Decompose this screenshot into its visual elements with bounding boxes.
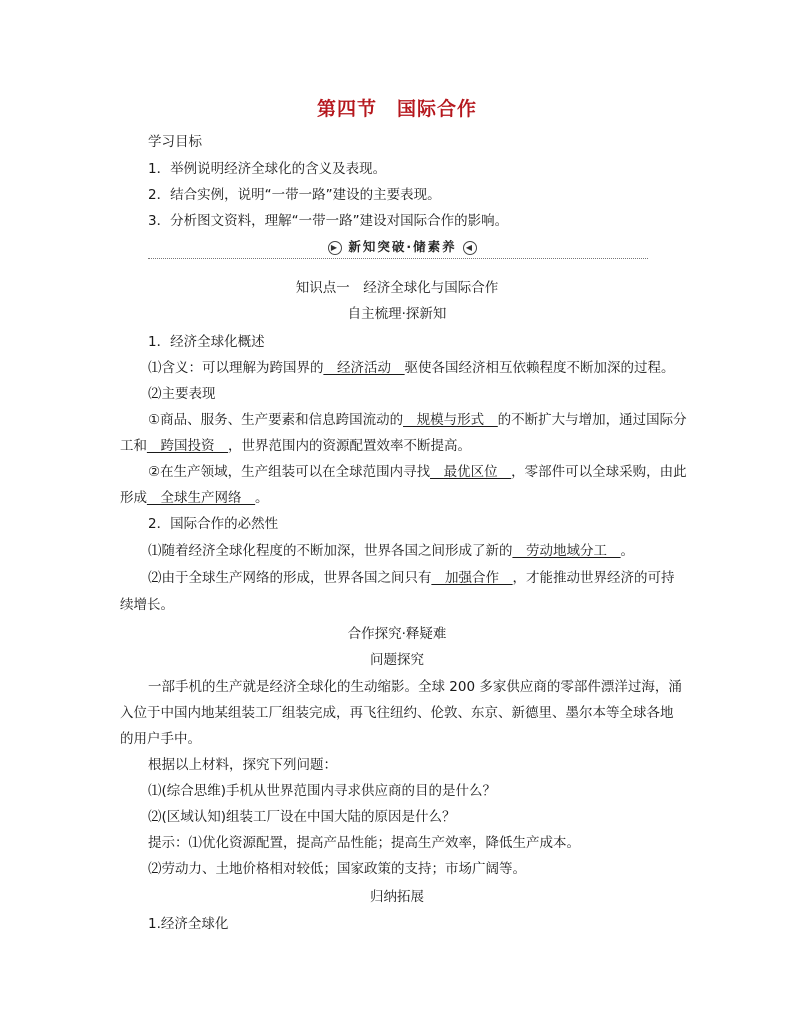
paragraph-line: ⑴随着经济全球化程度的不断加深，世界各国之间形成了新的__劳动地域分工__。 <box>148 543 634 559</box>
paragraph-line: ⑵主要表现 <box>148 386 216 402</box>
paragraph-line: 形成__全球生产网络__。 <box>120 490 269 506</box>
question-line: ⑴(综合思维)手机从世界范围内寻求供应商的目的是什么？ <box>148 783 497 799</box>
fill-blank-answer: __全球生产网络__ <box>147 490 255 506</box>
paragraph-line: 工和__跨国投资__，世界范围内的资源配置效率不断提高。 <box>120 438 471 454</box>
fill-blank-answer: __经济活动__ <box>323 360 405 376</box>
knowledge-point-heading: 知识点一 经济全球化与国际合作 <box>295 280 499 296</box>
paragraph-line: 根据以上材料，探究下列问题： <box>148 757 337 773</box>
paragraph-line: 的用户手中。 <box>120 731 201 747</box>
question-line: ⑵(区域认知)组装工厂设在中国大陆的原因是什么？ <box>148 809 456 825</box>
fill-blank-answer: __规模与形式__ <box>403 412 498 428</box>
goal-item: 2．结合实例，说明“一带一路”建设的主要表现。 <box>148 187 441 203</box>
answer-line: ⑵劳动力、土地价格相对较低；国家政策的支持；市场广阔等。 <box>148 861 526 877</box>
goals-heading: 学习目标 <box>148 134 202 150</box>
fill-blank-answer: __最优区位__ <box>430 464 512 480</box>
banner-box <box>328 238 475 256</box>
paragraph-line: ⑵由于全球生产网络的形成，世界各国之间只有__加强合作__，才能推动世界经济的可持 <box>148 570 675 586</box>
subsection-heading: 自主梳理·探新知 <box>347 306 447 322</box>
arrow-left-icon: ◀ <box>463 241 477 255</box>
subsection-heading: 合作探究·释疑难 <box>347 626 447 642</box>
paragraph-line: 入位于中国内地某组装工厂组装完成，再飞往纽约、伦敦、东京、新德里、墨尔本等全球各地 <box>120 705 674 721</box>
paragraph-line: 续增长。 <box>120 597 174 613</box>
arrow-right-icon: ▶ <box>328 241 342 255</box>
fill-blank-answer: __劳动地域分工__ <box>512 543 621 559</box>
section-banner <box>148 238 648 260</box>
fill-blank-answer: __跨国投资__ <box>147 438 228 454</box>
subsection-heading: 问题探究 <box>370 652 424 668</box>
paragraph-line: ②在生产领域，生产组装可以在全球范围内寻找__最优区位__，零部件可以全球采购，由此 <box>148 464 687 480</box>
answer-line: 提示：⑴优化资源配置，提高产品性能；提高生产效率，降低生产成本。 <box>148 835 580 851</box>
section-heading: 1.经济全球化 <box>148 916 229 932</box>
page-title: 第四节 国际合作 <box>316 98 477 120</box>
section-heading: 2．国际合作的必然性 <box>148 516 279 532</box>
paragraph-line: 一部手机的生产就是经济全球化的生动缩影。全球 200 多家供应商的零部件漂洋过海，涌 <box>148 679 682 695</box>
paragraph-line: ⑴含义：可以理解为跨国界的__经济活动__驱使各国经济相互依赖程度不断加深的过程。 <box>148 360 675 376</box>
goal-item: 1．举例说明经济全球化的含义及表现。 <box>148 161 387 177</box>
subsection-heading: 归纳拓展 <box>370 889 424 905</box>
goal-item: 3．分析图文资料，理解“一带一路”建设对国际合作的影响。 <box>148 213 509 229</box>
banner-label: 新知突破·储素养 <box>348 239 457 254</box>
paragraph-line: ①商品、服务、生产要素和信息跨国流动的__规模与形式__的不断扩大与增加，通过国际分 <box>148 412 687 428</box>
dotted-divider <box>148 258 648 259</box>
fill-blank-answer: __加强合作__ <box>431 570 513 586</box>
section-heading: 1．经济全球化概述 <box>148 334 265 350</box>
